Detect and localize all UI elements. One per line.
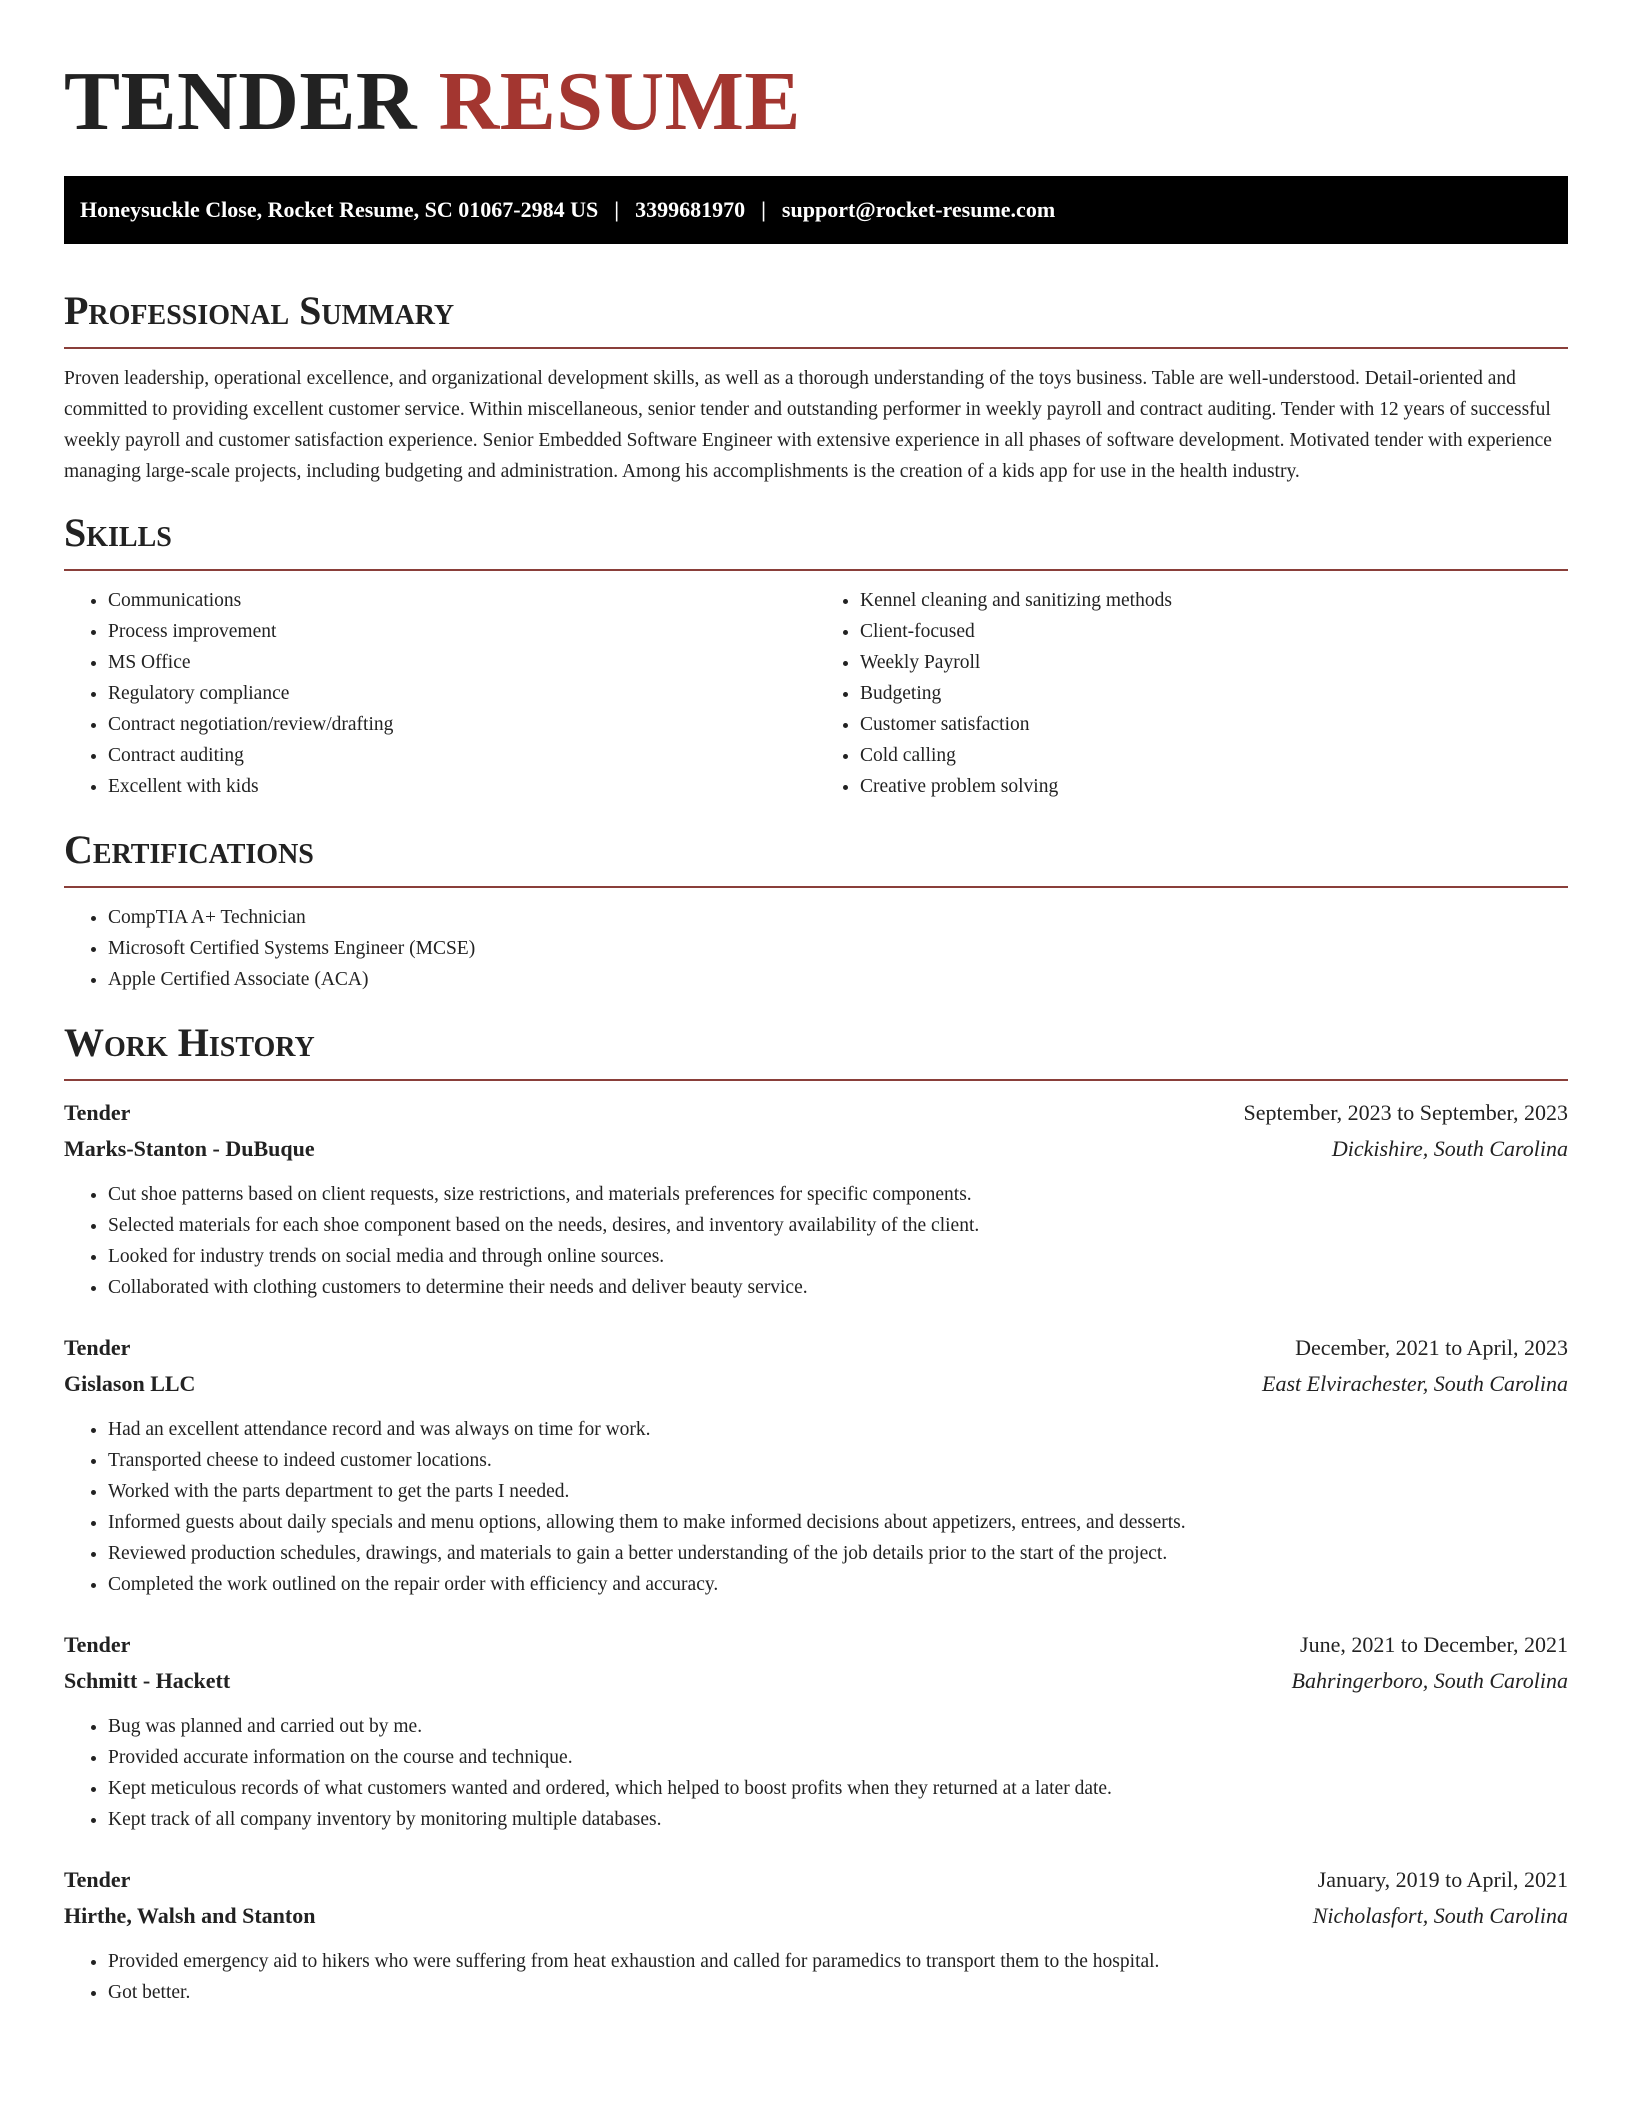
resume-name	[64, 0, 1568, 148]
skills-columns	[64, 571, 1568, 802]
skill-item: • Creative problem solving	[860, 771, 1568, 802]
job-bullet: • Had an excellent attendance record and was always on time for work.	[108, 1414, 1568, 1445]
job-dates: September, 2023 to September, 2023	[1243, 1100, 1568, 1125]
certification-item: • Apple Certified Associate (ACA)	[108, 964, 1568, 995]
job-bullet: • Looked for industry trends on social media and through online sources.	[108, 1241, 1568, 1272]
job-company: Gislason LLC	[64, 1371, 196, 1396]
job-bullet: • Got better.	[108, 1977, 1568, 2008]
job-bullet: • Provided emergency aid to hikers who were suffering from heat exhaustion and called for paramedics to transport them to the hospital.	[108, 1946, 1568, 1977]
certifications-list	[64, 902, 1568, 995]
job-company: Marks-Stanton - DuBuque	[64, 1136, 315, 1161]
skill-item: • Communications	[108, 585, 816, 616]
skill-item: • Kennel cleaning and sanitizing methods	[860, 585, 1568, 616]
certification-item: • CompTIA A+ Technician	[108, 902, 1568, 933]
job-bullet: • Worked with the parts department to get the parts I needed.	[108, 1476, 1568, 1507]
job-bullets	[64, 1946, 1568, 2008]
job-bullet: • Completed the work outlined on the repair order with efficiency and accuracy.	[108, 1569, 1568, 1600]
last-name: RESUME	[438, 55, 801, 148]
skill-item: • Customer satisfaction	[860, 709, 1568, 740]
job-company-row	[64, 1663, 1568, 1699]
section-title-work-history: Work History	[64, 1020, 315, 1065]
job-bullet: • Kept meticulous records of what customers wanted and ordered, which helped to boost profits when they returned at a later date.	[108, 1773, 1568, 1804]
certifications-section	[64, 828, 1568, 995]
contact-separator: |	[614, 197, 620, 222]
skill-item: • Weekly Payroll	[860, 647, 1568, 678]
job-company-row	[64, 1131, 1568, 1167]
job-location: Dickishire, South Carolina	[1331, 1136, 1568, 1161]
job-entry	[64, 1095, 1568, 1303]
skill-item: • Contract negotiation/review/drafting	[108, 709, 816, 740]
skill-item: • Budgeting	[860, 678, 1568, 709]
phone: 3399681970	[635, 197, 746, 222]
job-bullet: • Bug was planned and carried out by me.	[108, 1711, 1568, 1742]
job-bullets	[64, 1179, 1568, 1303]
job-bullet: • Reviewed production schedules, drawings, and materials to gain a better understanding of the job details prior to the start of the project.	[108, 1538, 1568, 1569]
skill-item: • Excellent with kids	[108, 771, 816, 802]
skill-item: • Cold calling	[860, 740, 1568, 771]
skill-item: • Client-focused	[860, 616, 1568, 647]
job-bullets	[64, 1414, 1568, 1600]
job-title: Tender	[64, 1867, 131, 1892]
skill-item: • Regulatory compliance	[108, 678, 816, 709]
section-divider	[64, 1079, 1568, 1081]
job-title: Tender	[64, 1335, 131, 1360]
job-company-row	[64, 1898, 1568, 1934]
skills-section	[64, 511, 1568, 802]
section-divider	[64, 886, 1568, 888]
email: support@rocket-resume.com	[781, 197, 1056, 222]
job-bullet: • Informed guests about daily specials and menu options, allowing them to make informed decisions about appetizers, entrees, and desserts.	[108, 1507, 1568, 1538]
contact-separator: |	[761, 197, 766, 222]
work-history-section	[64, 1021, 1568, 2008]
certification-item: • Microsoft Certified Systems Engineer (MCSE)	[108, 933, 1568, 964]
section-title-certifications: Certifications	[64, 827, 314, 872]
skills-list-right	[816, 585, 1568, 802]
skill-item: • Process improvement	[108, 616, 816, 647]
job-header-row	[64, 1330, 1568, 1366]
job-dates: January, 2019 to April, 2021	[1317, 1867, 1568, 1892]
address: Honeysuckle Close, Rocket Resume, SC 01067-2984 US	[80, 197, 599, 222]
skill-item: • Contract auditing	[108, 740, 816, 771]
job-bullet: • Collaborated with clothing customers to determine their needs and deliver beauty service.	[108, 1272, 1568, 1303]
job-bullet: • Provided accurate information on the course and technique.	[108, 1742, 1568, 1773]
job-title: Tender	[64, 1632, 131, 1657]
job-dates: December, 2021 to April, 2023	[1295, 1335, 1568, 1360]
job-company: Schmitt - Hackett	[64, 1668, 231, 1693]
job-bullet: • Kept track of all company inventory by monitoring multiple databases.	[108, 1804, 1568, 1835]
job-title: Tender	[64, 1100, 131, 1125]
section-title-summary: Professional Summary	[64, 288, 455, 333]
skill-item: • MS Office	[108, 647, 816, 678]
job-location: East Elvirachester, South Carolina	[1262, 1371, 1568, 1396]
job-header-row	[64, 1095, 1568, 1131]
job-header-row	[64, 1862, 1568, 1898]
job-bullet: • Transported cheese to indeed customer locations.	[108, 1445, 1568, 1476]
summary-section	[64, 289, 1568, 487]
job-entry	[64, 1627, 1568, 1835]
first-name: TENDER	[64, 55, 418, 148]
section-divider	[64, 347, 1568, 349]
job-dates: June, 2021 to December, 2021	[1300, 1632, 1568, 1657]
job-entry	[64, 1862, 1568, 2008]
job-bullets	[64, 1711, 1568, 1835]
summary-text: Proven leadership, operational excellence, and organizational development skills, as well as a thorough understanding of the toys business. Table are well-understood. Detail-oriented and committed to providing excellent customer service. Within miscellaneous, senior tender and outstanding performer in weekly payroll and contract auditing. Tender with 12 years of successful weekly payroll and customer satisfaction experience. Senior Embedded Software Engineer with extensive experience in all phases of software development. Motivated tender with experience managing large-scale projects, including budgeting and administration. Among his accomplishments is the creation of a kids app for use in the health industry.	[64, 368, 1552, 482]
skills-list-left	[64, 585, 816, 802]
job-header-row	[64, 1627, 1568, 1663]
job-entry	[64, 1330, 1568, 1600]
job-company-row	[64, 1366, 1568, 1402]
job-bullet: • Cut shoe patterns based on client requests, size restrictions, and materials preferences for specific components.	[108, 1179, 1568, 1210]
contact-bar	[64, 176, 1568, 244]
job-company: Hirthe, Walsh and Stanton	[64, 1903, 316, 1928]
job-location: Nicholasfort, South Carolina	[1312, 1903, 1568, 1928]
job-location: Bahringerboro, South Carolina	[1291, 1668, 1568, 1693]
job-bullet: • Selected materials for each shoe component based on the needs, desires, and inventory availability of the client.	[108, 1210, 1568, 1241]
section-title-skills: Skills	[64, 510, 172, 555]
